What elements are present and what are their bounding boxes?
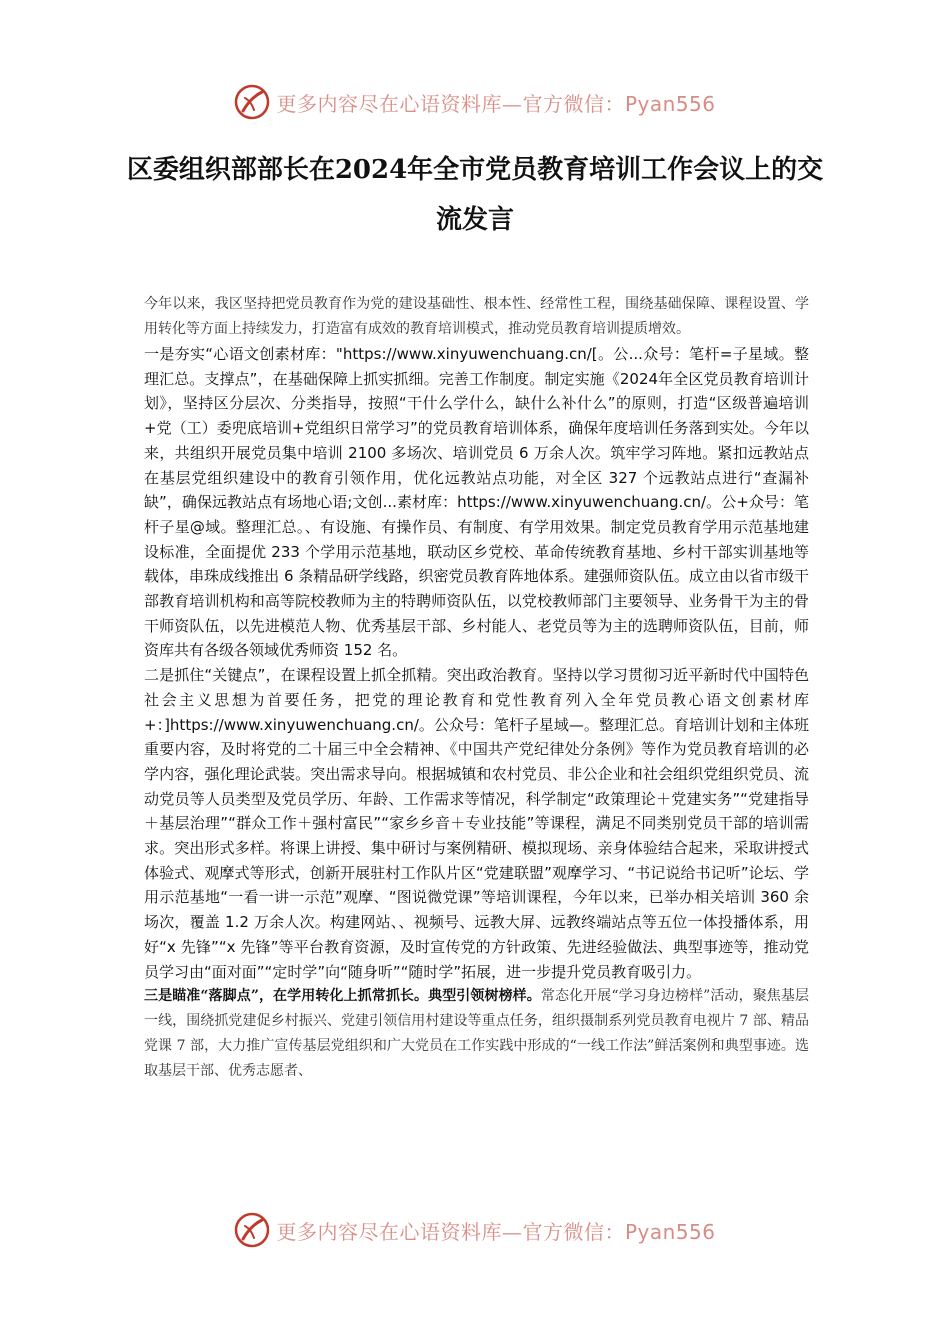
- section-3-lead: 三是瞄准“落脚点”，在学用转化上抓常抓长。典型引领树榜样。: [144, 988, 541, 1005]
- section-2-paragraph: 二是抓住“关键点”，在课程设置上抓全抓精。突出政治教育。坚持以学习贯彻习近平新时代中国特色社会主义思想为首要任务，把党的理论教育和党性教育列入全年党员教心语文创素材库+：]https://www.xinyuwenchuang.cn/。公众号：笔杆子星域—。整理汇总。育培训计划和主体班重要内容，及时将党的二十届三中全会精神、《中国共产党纪律处分条例》等作为党员教育培训的必学内容，强化理论武装。突出需求导向。根据城镇和农村党员、非公企业和社会组织党组织党员、流动党员等人员类型及党员学历、年龄、工作需求等情况，科学制定“政策理论＋党建实务”“党建指导＋基层治理”“群众工作＋强村富民”“家乡乡音＋专业技能”等课程，满足不同类别党员干部的培训需求。突出形式多样。将课上讲授、集中研讨与案例精研、模拟现场、亲身体验结合起来，采取讲授式体验式、观摩式等形式，创新开展驻村工作队片区“党建联盟”观摩学习、“书记说给书记听”论坛、学用示范基地“一看一讲一示范”观摩、“图说微党课”等培训课程，今年以来，已举办相关培训 360 余场次，覆盖 1.2 万余人次。构建网站、、视频号、远教大屏、远教终端站点等五位一体投播体系，用好“x 先锋”“x 先锋”等平台教育资源，及时宣传党的方针政策、先进经验做法、典型事迹等，推动党员学习由“面对面”“定时学”向“随身听”“随时学”拓展，进一步提升党员教育吸引力。: [144, 666, 809, 981]
- banner-text: 更多内容尽在心语资料库—官方微信：Pyan556: [276, 91, 716, 116]
- watermark-banner-top: [0, 82, 950, 122]
- wechat-id: Pyan556: [624, 1219, 716, 1244]
- brush-logo-icon: [234, 84, 270, 120]
- banner-text: 更多内容尽在心语资料库—官方微信：Pyan556: [276, 1219, 716, 1244]
- section-3-body: 常态化开展“学习身边榜样”活动，聚焦基层一线，围绕抓党建促乡村振兴、党建引领信用村建设等重点任务，组织摄制系列党员教育电视片 7 部、精品党课 7 部，大力推广宣传基层党组织和广大党员在工作实践中形成的“一线工作法”鲜活案例和典型事迹。选取基层干部、优秀志愿者、: [144, 988, 809, 1080]
- brush-logo-icon: [234, 1212, 270, 1248]
- document-body: [144, 292, 809, 1084]
- document-title: 区委组织部部长在2024年全市党员教育培训工作会议上的交流发言: [126, 155, 824, 235]
- intro-paragraph: 今年以来，我区坚持把党员教育作为党的建设基础性、根本性、经常性工程，围绕基础保障、课程设置、学用转化等方面上持续发力，打造富有成效的教育培训模式，推动党员教育培训提质增效。: [144, 296, 809, 337]
- watermark-banner-bottom: [0, 1210, 950, 1250]
- section-1-paragraph: 一是夯实“心语文创素材库："https://www.xinyuwenchuang.cn/[。公...众号：笔杆=子星域。整理汇总。支撑点”，在基础保障上抓实抓细。完善工作制度。制定实施《2024年全区党员教育培训计划》，坚持区分层次、分类指导，按照“干什么学什么，缺什么补什么”的原则，打造“区级普遍培训+党（工）委兜底培训+党组织日常学习”的党员教育培训体系，确保年度培训任务落到实处。今年以来，共组织开展党员集中培训 2100 多场次、培训党员 6 万余人次。筑牢学习阵地。紧扣远教站点在基层党组织建设中的教育引领作用，优化远教站点功能，对全区 327 个远教站点进行“查漏补缺”，确保远教站点有场地心语;文创...素材库：https://www.xinyuwenchuang.cn/。公+众号：笔杆子星@域。整理汇总。、有设施、有操作员、有制度、有学用效果。制定党员教育学用示范基地建设标准，全面提优 233 个学用示范基地，联动区乡党校、革命传统教育基地、乡村干部实训基地等载体，串珠成线推出 6 条精品研学线路，织密党员教育阵地体系。建强师资队伍。成立由以省市级干部教育培训机构和高等院校教师为主的特聘师资队伍，以党校教师部门主要领导、业务骨干为主的骨干师资队伍，以先进模范人物、优秀基层干部、乡村能人、老党员等为主的选聘师资队伍，目前，师资库共有各级各领域优秀师资 152 名。: [144, 345, 809, 660]
- section-3-paragraph: [144, 984, 809, 1084]
- wechat-id: Pyan556: [624, 91, 716, 116]
